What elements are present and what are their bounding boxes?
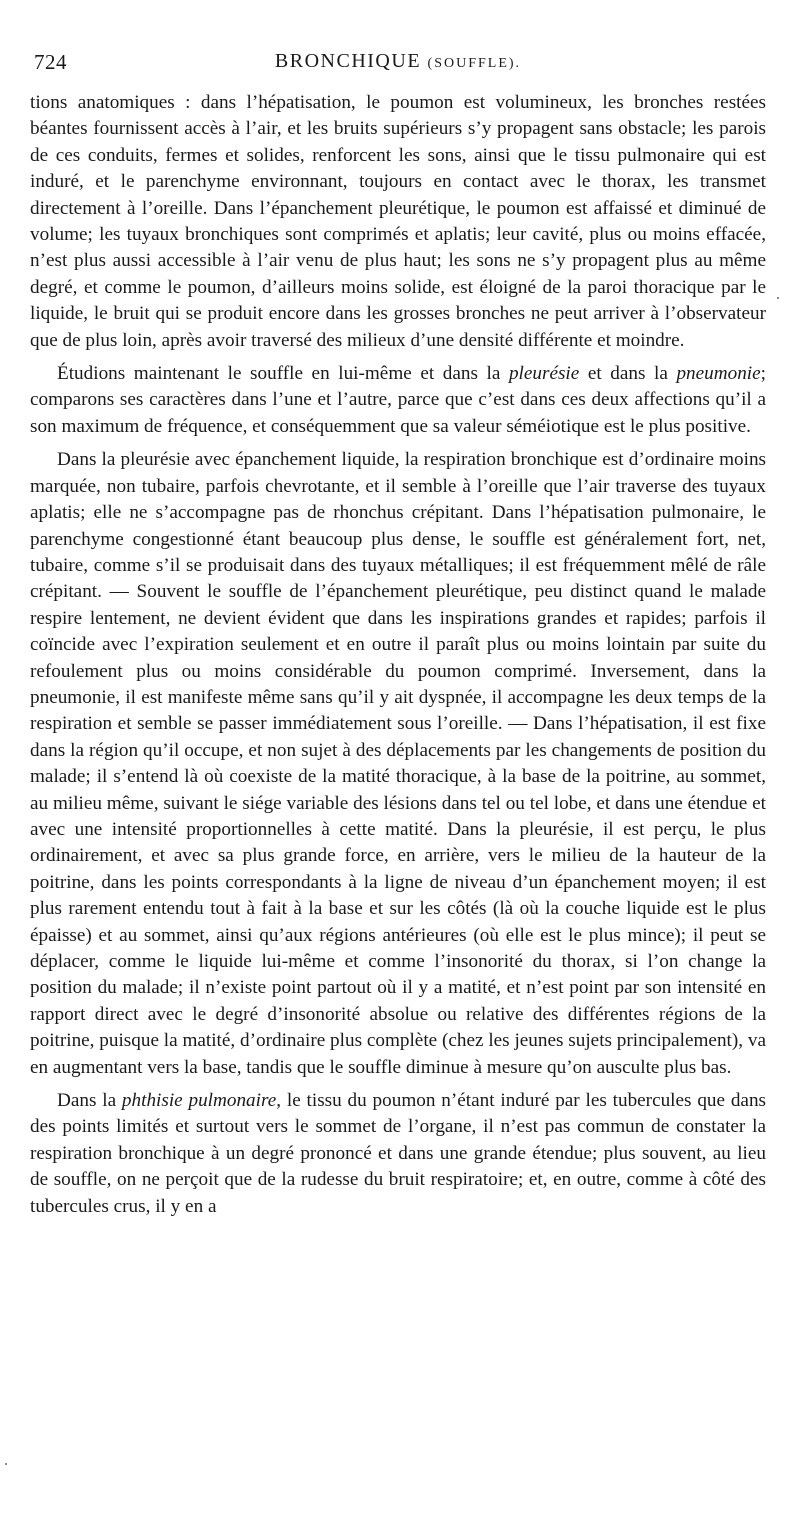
italic-term: pneumonie bbox=[676, 363, 761, 385]
paragraph bbox=[30, 447, 766, 1081]
paragraph-text: ; comparons ses caractères dans l’une et l’autre, parce que c’est dans ces deux affections qu’il a son maximum de fréquence, et conséquemment que sa valeur séméiotique est le plus positive. bbox=[30, 363, 766, 437]
running-title-main: BRONCHIQUE bbox=[274, 50, 422, 72]
running-head bbox=[30, 48, 766, 82]
running-title-sub: (SOUFFLE). bbox=[427, 56, 522, 71]
paragraph-text: tions anatomiques : dans l’hépatisation, le poumon est volumineux, les bronches restées béantes fournissent accès à l’air, et les bruits supérieurs s’y propagent sans obstacle; les parois de ces conduits, fermes et solides, renforcent les sons, ainsi que le tissu pulmonaire qui est induré, et le parenchyme environnant, toujours en contact avec le thorax, les transmet directement à l’oreille. Dans l’épanchement pleurétique, le poumon est affaissé et diminué de volume; les tuyaux bronchiques sont comprimés et aplatis; leur cavité, plus ou moins effacée, n’est plus aussi accessible à l’air venu de plus haut; les sons ne s’y propagent plus au même degré, et comme le poumon, d’ailleurs moins solide, est éloigné de la paroi thoracique par le liquide, le bruit qui se produit encore dans les grosses bronches ne peut arriver à l’observateur que de plus loin, après avoir traversé des milieux d’une densité différente et moindre. bbox=[30, 92, 766, 351]
paragraph-text: Dans la bbox=[57, 1090, 122, 1112]
paragraph-text: Dans la pleurésie avec épanchement liquide, la respiration bronchique est d’ordinaire moins marquée, non tubaire, parfois chevrotante, et il semble à l’oreille que l’air traverse des tuyaux aplatis; elle ne s’accompagne pas de rhonchus crépitant. Dans l’hépatisation pulmonaire, le parenchyme congestionné étant beaucoup plus dense, le souffle est généralement fort, net, tubaire, comme s’il se produisait dans des tuyaux métalliques; il est fréquemment mêlé de râle crépitant. — Souvent le souffle de l’épanchement pleurétique, peu distinct quand le malade respire lentement, ne devient évident que dans les inspirations grandes et rapides; parfois il coïncide avec l’expiration seulement et en outre il paraît plus ou moins lointain par suite du refoulement plus ou moins considérable du poumon comprimé. Inversement, dans la pneumonie, il est manifeste même sans qu’il y ait dyspnée, il accompagne les deux temps de la respiration et semble se passer immédiatement sous l’oreille. — Dans l’hépatisation, il est fixe dans la région qu’il occupe, et non sujet à des déplacements par les changements de position du malade; il s’entend là où coexiste de la matité thoracique, à la base de la poitrine, au sommet, au milieu même, suivant le siége variable des lésions dans tel ou tel lobe, et dans une étendue et avec une intensité proportionnelles à cette matité. Dans la pleurésie, il est perçu, le plus ordinairement, et avec sa plus grande force, en arrière, vers le milieu de la hauteur de la poitrine, dans les points correspondants à la ligne de niveau d’un épanchement moyen; il est plus rarement entendu tout à fait à la base et sur les côtés (là où la couche liquide est le plus épaisse) et au sommet, ainsi qu’aux régions antérieures (où elle est le plus mince); il peut se déplacer, comme le liquide lui-même et comme l’insonorité du thorax, si l’on change la position du malade; il n’existe point partout où il y a matité, et n’est point par son intensité en rapport direct avec le degré d’insonorité absolue ou relative des différentes régions de la poitrine, puisque la matité, d’ordinaire plus complète (chez les jeunes sujets principalement), va en augmentant vers la base, tandis que le souffle diminue à mesure qu’on ausculte plus bas. bbox=[30, 449, 766, 1078]
paragraph bbox=[30, 1088, 766, 1220]
paragraph-text: Étudions maintenant le souffle en lui-même et dans la bbox=[57, 363, 509, 385]
body-text bbox=[30, 90, 766, 1220]
running-title bbox=[30, 50, 766, 73]
page-number: 724 bbox=[34, 50, 67, 74]
paragraph-text: , le tissu du poumon n’étant induré par les tubercules que dans des points limités et surtout vers le sommet de l’organe, il n’est pas commun de constater la respiration bronchique à un degré prononcé et dans une grande étendue; plus souvent, au lieu de souffle, on ne perçoit que de la rudesse du bruit respiratoire; et, en outre, comme à côté des tubercules crus, il y en a bbox=[30, 1090, 767, 1217]
book-page bbox=[30, 48, 766, 1220]
paragraph bbox=[30, 90, 766, 354]
paragraph bbox=[30, 361, 766, 440]
speck bbox=[777, 297, 779, 299]
speck bbox=[5, 1463, 7, 1465]
italic-term: phthisie pulmonaire bbox=[121, 1090, 277, 1112]
italic-term: pleurésie bbox=[508, 363, 580, 385]
paragraph-text: et dans la bbox=[579, 363, 677, 385]
